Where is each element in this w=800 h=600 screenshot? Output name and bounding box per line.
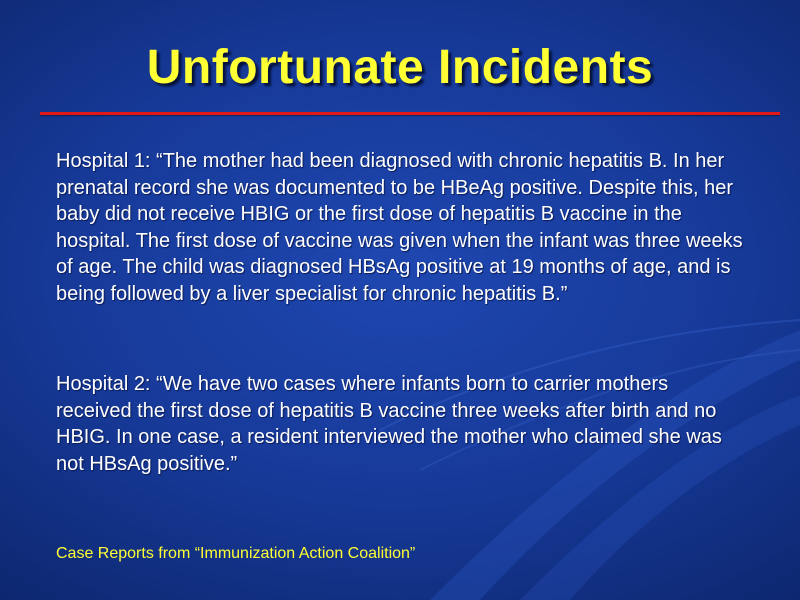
title-divider xyxy=(40,112,780,115)
case-report-hospital-2: Hospital 2: “We have two cases where infants born to carrier mothers received the first dose of hepatitis B vaccine three weeks after birth and no HBIG. In one case, a resident interviewed the mother who claimed she was not HBsAg positive.” xyxy=(56,373,722,475)
source-note: Case Reports from “Immunization Action Coalition” xyxy=(56,545,416,562)
case-report-hospital-1: Hospital 1: “The mother had been diagnosed with chronic hepatitis B. In her prenatal record she was documented to be HBeAg positive. Despite this, her baby did not receive HBIG or the first dose of hepatitis B vaccine in the hospital. The first dose of vaccine was given when the infant was three weeks of age. The child was diagnosed HBsAg positive at 19 months of age, and is being followed by a liver specialist for chronic hepatitis B.” xyxy=(56,150,743,305)
slide-title: Unfortunate Incidents xyxy=(146,41,654,94)
